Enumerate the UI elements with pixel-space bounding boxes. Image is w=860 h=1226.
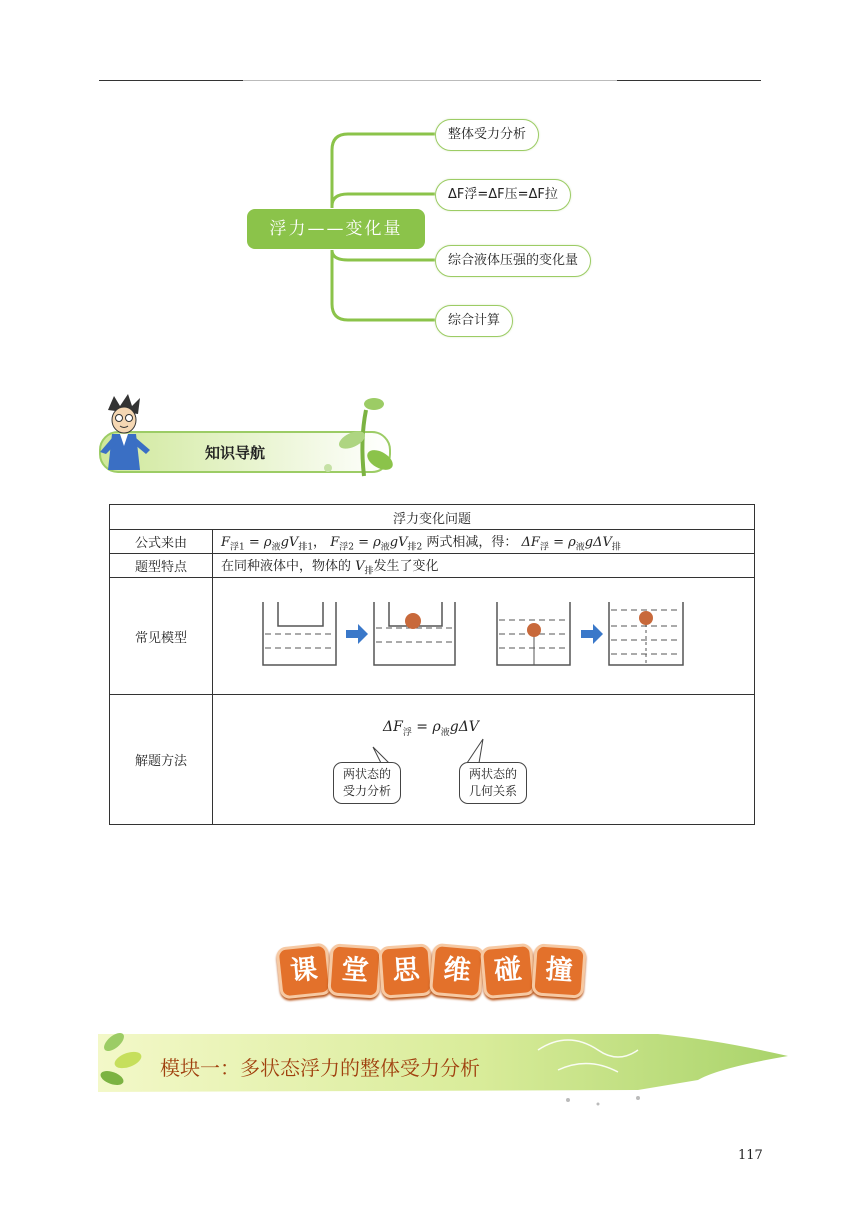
mindmap-branch-4: 综合计算 — [435, 305, 513, 337]
classroom-tile: 撞 — [531, 943, 587, 999]
nav-banner-graphic — [98, 390, 398, 485]
container-models-diagram — [213, 578, 747, 690]
nav-title: 知识导航 — [205, 444, 266, 462]
row-label: 解题方法 — [110, 695, 213, 825]
mindmap-branch-2: ΔF浮=ΔF压=ΔF拉 — [435, 179, 571, 211]
arrow-right-icon — [346, 624, 368, 644]
solution-method — [213, 695, 755, 825]
formula-origin: $F_{浮1} = \rho_液gV_{排1}$， $F_{浮2} = \rho_液gV_{排2}$ 两式相减，得： $\Delta F_浮 = \rho_液g\Delta V_排$ — [213, 530, 755, 554]
classroom-tile: 维 — [429, 943, 485, 999]
mindmap-branch-3: 综合液体压强的变化量 — [435, 245, 591, 277]
classroom-tile: 堂 — [327, 943, 383, 999]
arrow-right-icon — [581, 624, 603, 644]
table-row — [110, 578, 755, 695]
mindmap-branch-1: 整体受力分析 — [435, 119, 539, 151]
header-rule-left — [99, 80, 243, 81]
header-rule-right — [617, 80, 761, 81]
table-row — [110, 695, 755, 825]
table-caption: 浮力变化问题 — [110, 505, 755, 530]
mindmap-center: 浮力——变化量 — [247, 209, 425, 249]
bubble-geometry: 两状态的 几何关系 — [459, 762, 527, 804]
page-number: 117 — [738, 1148, 763, 1163]
classroom-tile: 碰 — [480, 943, 536, 999]
common-models — [213, 578, 755, 695]
classroom-tile: 课 — [275, 942, 332, 999]
row-label: 公式来由 — [110, 530, 213, 554]
classroom-tile: 思 — [378, 943, 434, 999]
module-title: 模块一：多状态浮力的整体受力分析 — [160, 1056, 480, 1080]
header-rule-middle — [243, 80, 617, 81]
row-label: 常见模型 — [110, 578, 213, 695]
bubble-force-analysis: 两状态的 受力分析 — [333, 762, 401, 804]
row-label: 题型特点 — [110, 554, 213, 578]
table-row — [110, 554, 755, 578]
buoyancy-change-table — [109, 504, 755, 825]
method-formula: $\Delta F_浮 = \rho_液g\Delta V$ — [383, 719, 479, 738]
problem-feature: 在同种液体中，物体的 $V_排$发生了变化 — [213, 554, 755, 578]
table-row — [110, 530, 755, 554]
